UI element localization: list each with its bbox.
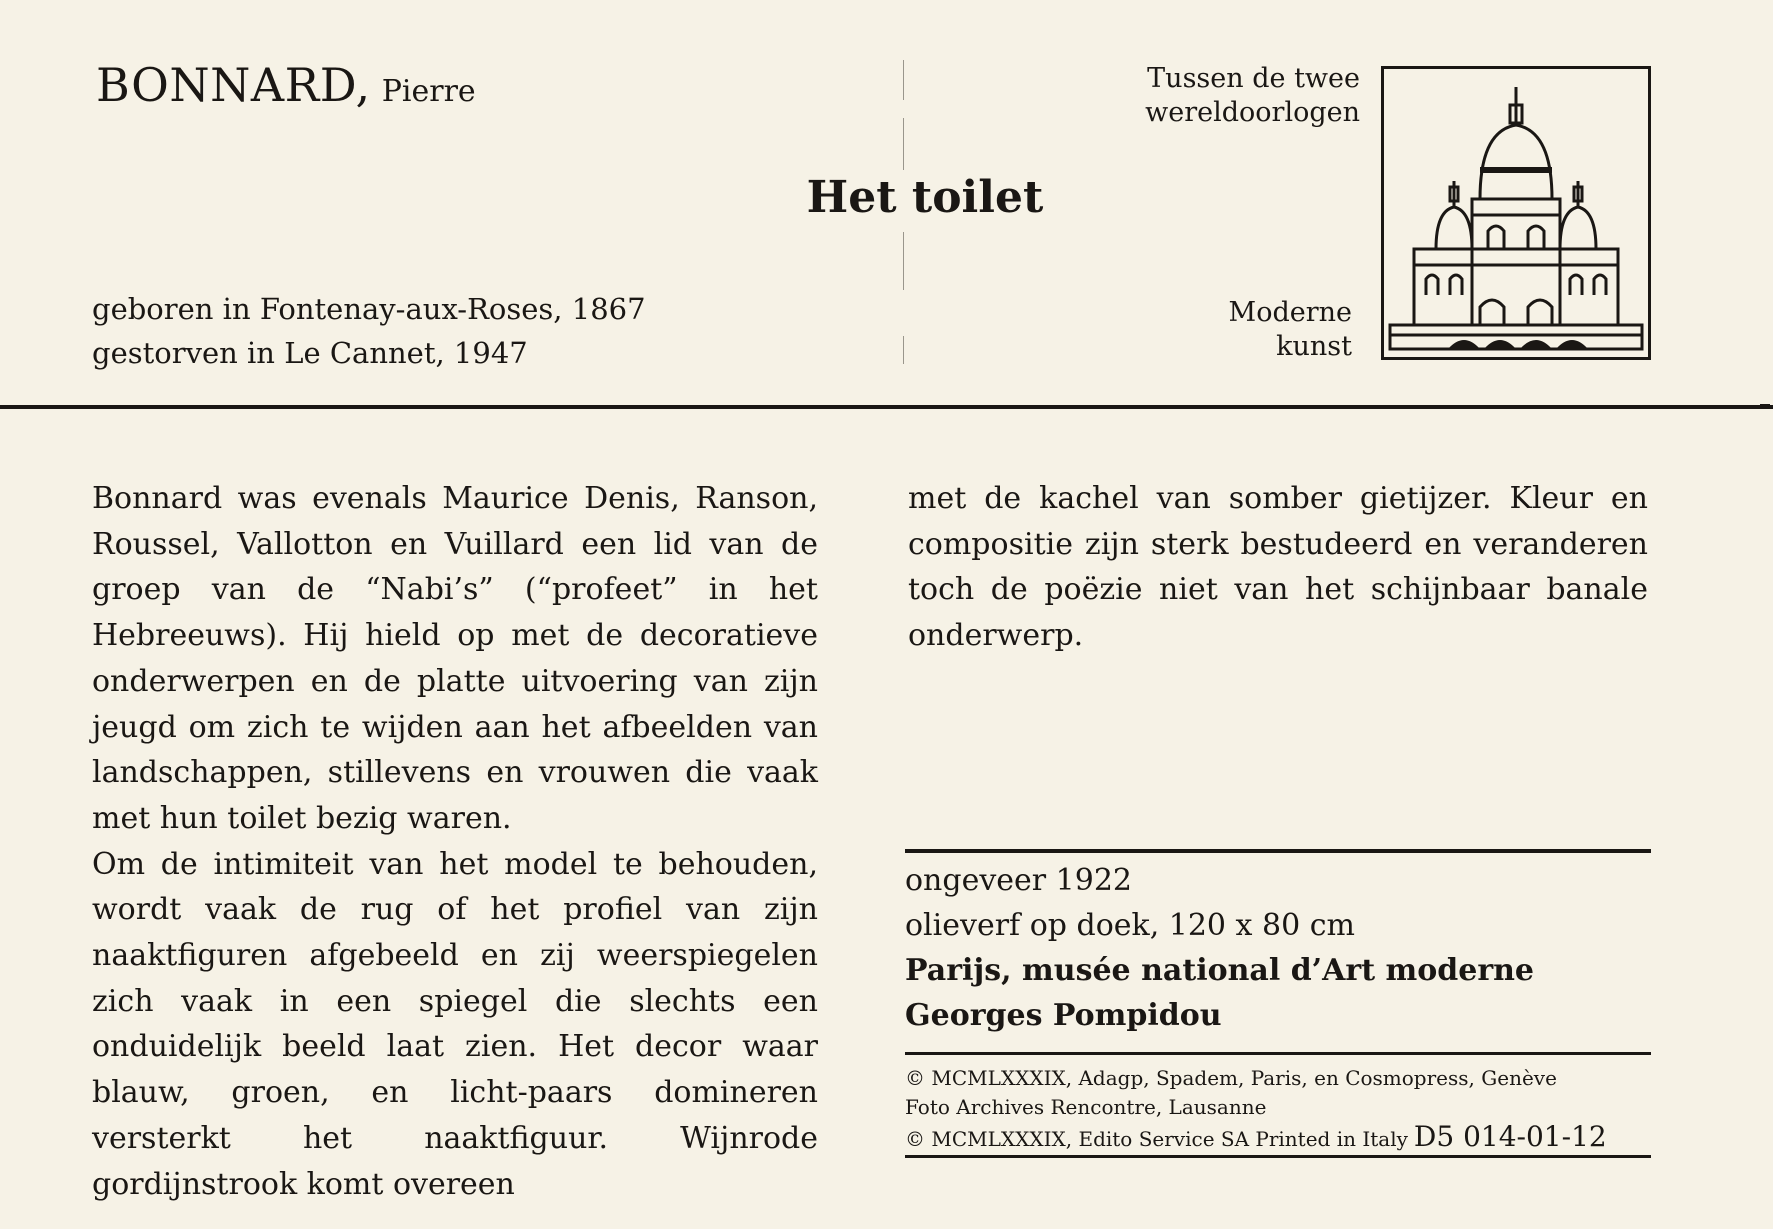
artwork-title: Het toilet: [806, 172, 1044, 223]
fold-mark-middle: [903, 232, 904, 290]
credit-line-1: © MCMLXXXIX, Adagp, Spadem, Paris, en Cosmopress, Genève: [905, 1066, 1557, 1090]
emblem-frame: [1381, 66, 1651, 360]
edge-tick: [1760, 404, 1770, 407]
artist-first-name: Pierre: [381, 74, 476, 109]
period-label: [1100, 62, 1360, 130]
paragraph-2: Om de intimiteit van het model te behouden, wordt vaak de rug of het profiel van zijn naaktfiguren afgebeeld en zij weerspiegelen zich vaak in een spiegel die slechts een onduidelijk beeld laat zien. Het decor waar blauw, groen, en licht-paars domineren versterkt het naaktfiguur. Wijnrode gordijnstrook komt overeen: [92, 846, 818, 1202]
credit-line-3-text: © MCMLXXXIX, Edito Service SA Printed in Italy: [905, 1127, 1408, 1151]
artist-bio: [92, 287, 646, 375]
credit-line-2: Foto Archives Rencontre, Lausanne: [905, 1095, 1267, 1119]
text-column-right: [908, 476, 1648, 659]
period-label-line2: wereldoorlogen: [1145, 97, 1360, 128]
artist-last-name: BONNARD,: [96, 58, 371, 112]
birth-info: geboren in Fontenay-aux-Roses, 1867: [92, 292, 646, 326]
text-column-left: [92, 476, 818, 1207]
artwork-info: [905, 858, 1651, 1038]
info-top-rule: [905, 849, 1651, 853]
period-label-line1: Tussen de twee: [1147, 63, 1360, 94]
paragraph-3: met de kachel van somber gietijzer. Kleur en compositie zijn sterk bestudeerd en veranderen toch de poëzie niet van het schijnbaar banale onderwerp.: [908, 481, 1648, 654]
basilica-icon: [1384, 69, 1648, 357]
artwork-date: ongeveer 1922: [905, 863, 1133, 898]
card-code: D5 014-01-12: [1413, 1120, 1607, 1153]
credit-line-3: [905, 1122, 1651, 1154]
artwork-location: Parijs, musée national d’Art moderne: [905, 953, 1535, 988]
fold-mark-upper: [903, 118, 904, 170]
info-mid-rule: [905, 1052, 1651, 1055]
death-info: gestorven in Le Cannet, 1947: [92, 336, 528, 370]
category-label-line1: Moderne: [1228, 297, 1352, 328]
category-label-line2: kunst: [1276, 331, 1352, 362]
paragraph-1: Bonnard was evenals Maurice Denis, Ranson, Roussel, Vallotton en Vuillard een lid van de groep van de “Nabi’s” (“profeet” in het Hebreeuws). Hij hield op met de decoratieve onderwerpen en de platte uitvoering van zijn jeugd om zich te wijden aan het afbeelden van landschappen, stillevens en vrouwen die vaak met hun toilet bezig waren.: [92, 481, 818, 836]
info-bottom-rule: [905, 1155, 1651, 1158]
artist-name: [96, 58, 476, 112]
fold-mark-top: [903, 60, 904, 100]
fold-mark-lower: [903, 336, 904, 364]
category-label: [1130, 296, 1352, 364]
artwork-medium: olieverf op doek, 120 x 80 cm: [905, 908, 1355, 943]
artwork-location-line2: Georges Pompidou: [905, 998, 1222, 1033]
copyright-credits: [905, 1064, 1651, 1154]
header-divider: [0, 405, 1773, 409]
